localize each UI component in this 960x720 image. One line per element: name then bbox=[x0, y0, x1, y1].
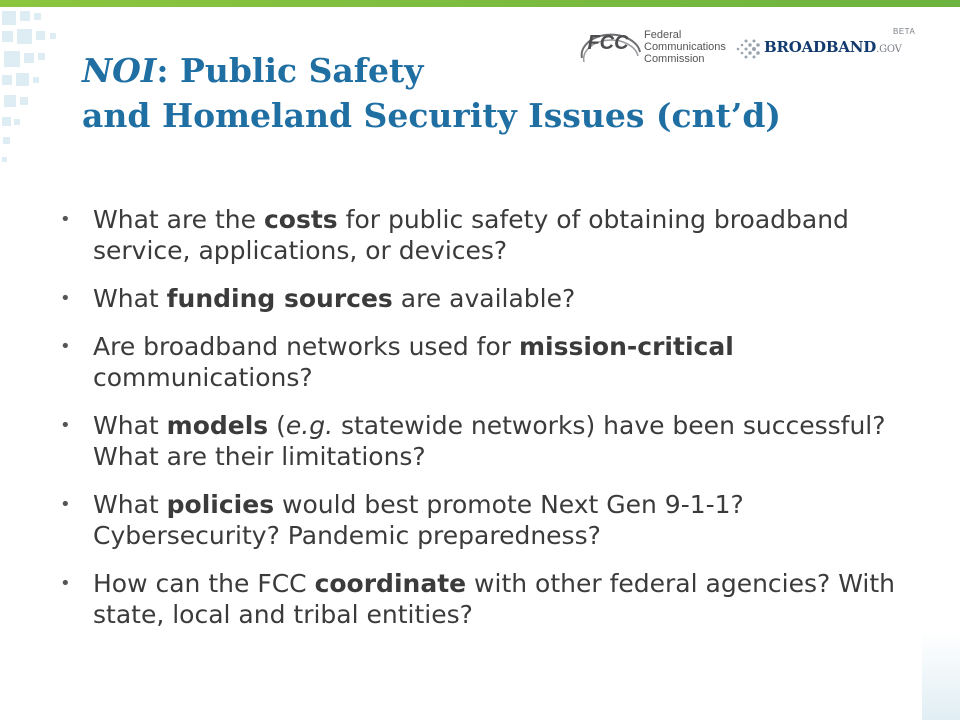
broadband-gov: .GOV bbox=[876, 44, 902, 55]
bullet-mission-critical: • Are broadband networks used for mission-critical communications? bbox=[60, 331, 920, 393]
keyword-mission-critical: mission-critical bbox=[518, 332, 734, 361]
bullet-costs: • What are the costs for public safety of obtaining broadband service, applications, or devices? bbox=[60, 204, 920, 266]
corner-decoration bbox=[0, 7, 90, 197]
bullet-models: • What models (e.g. statewide networks) have been successful? What are their limitations? bbox=[60, 410, 920, 472]
bullet-list bbox=[60, 204, 920, 647]
broadband-beta-tag: BETA bbox=[893, 27, 916, 36]
title-line-1: : Public Safety bbox=[156, 51, 424, 90]
corner-gradient bbox=[922, 630, 960, 720]
keyword-costs: costs bbox=[263, 205, 338, 234]
fcc-line-2: Communications bbox=[644, 41, 726, 53]
keyword-funding-sources: funding sources bbox=[166, 284, 393, 313]
slide-title bbox=[82, 48, 942, 138]
fcc-line-1: Federal bbox=[644, 29, 682, 41]
broadband-word: BROADBAND bbox=[764, 38, 877, 56]
eg-italic: e.g. bbox=[285, 411, 334, 440]
keyword-policies: policies bbox=[166, 490, 275, 519]
title-noi: NOI bbox=[82, 51, 157, 90]
svg-text:FCC: FCC bbox=[587, 32, 629, 54]
title-line-2: and Homeland Security Issues (cnt’d) bbox=[82, 96, 782, 135]
top-accent-bar bbox=[0, 0, 960, 7]
fcc-line-3: Commission bbox=[644, 53, 705, 65]
bullet-policies: • What policies would best promote Next Gen 9-1-1? Cybersecurity? Pandemic preparedness? bbox=[60, 489, 920, 551]
keyword-models: models bbox=[166, 411, 269, 440]
keyword-coordinate: coordinate bbox=[314, 569, 467, 598]
bullet-funding: • What funding sources are available? bbox=[60, 283, 920, 314]
bullet-coordinate: • How can the FCC coordinate with other federal agencies? With state, local and tribal entities? bbox=[60, 568, 920, 630]
